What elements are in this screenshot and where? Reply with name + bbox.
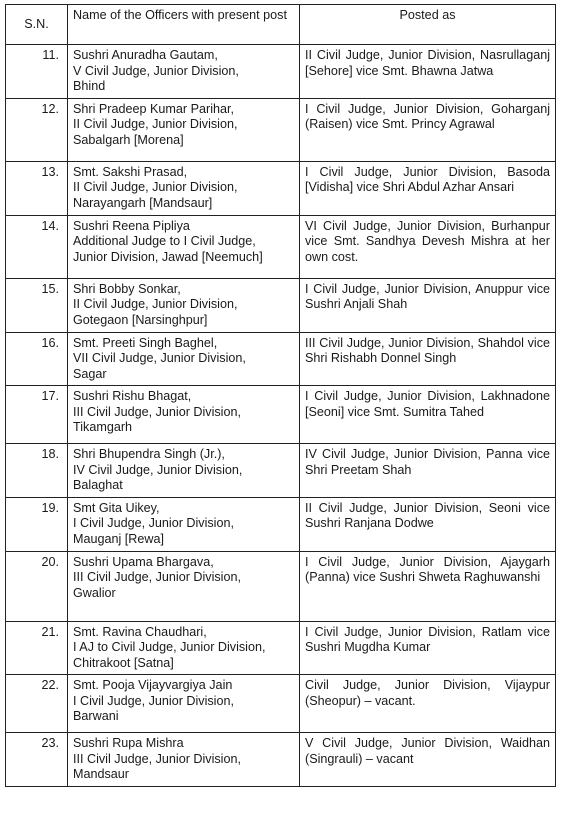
officer-line: Smt. Sakshi Prasad, (73, 164, 188, 179)
row-posted-as: V Civil Judge, Junior Division, Waidhan (Singrauli) – vacant (300, 733, 556, 787)
officer-line: Smt. Pooja Vijayvargiya Jain (73, 678, 233, 692)
row-sn: 18. (6, 444, 68, 498)
table-header-row (6, 5, 556, 45)
row-sn: 12. (6, 98, 68, 161)
officer-line: Sushri Reena Pipliya (73, 218, 190, 233)
row-officer (68, 278, 300, 332)
officer-line: Shri Pradeep Kumar Parihar, (73, 101, 235, 116)
header-posted: Posted as (300, 5, 556, 45)
table-row (6, 497, 556, 551)
row-posted-as: I Civil Judge, Junior Division, Ratlam vice Sushri Mugdha Kumar (300, 621, 556, 675)
row-posted-as: VI Civil Judge, Junior Division, Burhanpur vice Smt. Sandhya Devesh Mishra at her own cost. (300, 215, 556, 278)
officer-line: Sushri Rishu Bhagat, (73, 389, 192, 403)
row-posted-as: III Civil Judge, Junior Division, Shahdol vice Shri Rishabh Donnel Singh (300, 332, 556, 386)
row-officer (68, 98, 300, 161)
row-posted-as: II Civil Judge, Junior Division, Nasrullaganj [Sehore] vice Smt. Bhawna Jatwa (300, 45, 556, 99)
officer-line: II Civil Judge, Junior Division, (73, 297, 238, 311)
table-row (6, 98, 556, 161)
row-sn: 19. (6, 497, 68, 551)
officer-line: V Civil Judge, Junior Division, (73, 63, 239, 78)
row-sn: 22. (6, 675, 68, 733)
header-sn: S.N. (6, 5, 68, 45)
header-name: Name of the Officers with present post (68, 5, 300, 45)
officer-line: Sushri Anuradha Gautam, (73, 48, 218, 62)
table-row (6, 386, 556, 444)
row-sn: 20. (6, 551, 68, 621)
row-posted-as: I Civil Judge, Junior Division, Goharganj (Raisen) vice Smt. Princy Agrawal (300, 98, 556, 161)
officer-line: I AJ to Civil Judge, Junior Division, (73, 640, 266, 654)
officer-line: Narayangarh [Mandsaur] (73, 195, 213, 210)
table-row (6, 278, 556, 332)
table-row (6, 551, 556, 621)
officer-line: II Civil Judge, Junior Division, (73, 180, 238, 194)
officer-line: I Civil Judge, Junior Division, (73, 693, 234, 708)
row-sn: 23. (6, 733, 68, 787)
row-posted-as: Civil Judge, Junior Division, Vijaypur (Sheopur) – vacant. (300, 675, 556, 733)
officer-line: Gwalior (73, 585, 116, 600)
table-row (6, 444, 556, 498)
officer-line: Smt Gita Uikey, (73, 500, 160, 515)
row-officer (68, 733, 300, 787)
officer-line: Sushri Upama Bhargava, (73, 554, 214, 569)
officer-line: III Civil Judge, Junior Division, (73, 404, 241, 419)
table-body (6, 45, 556, 787)
row-officer (68, 332, 300, 386)
row-officer (68, 161, 300, 215)
officer-line: Sagar (73, 366, 107, 381)
officer-line: Additional Judge to I Civil Judge, (73, 234, 256, 248)
officer-line: Sushri Rupa Mishra (73, 736, 184, 750)
table-row (6, 675, 556, 733)
row-sn: 15. (6, 278, 68, 332)
postings-table (5, 4, 556, 787)
officer-line: Shri Bhupendra Singh (Jr.), (73, 447, 225, 461)
table-row (6, 621, 556, 675)
table-row (6, 332, 556, 386)
officer-line: Mauganj [Rewa] (73, 531, 165, 546)
officer-line: Gotegaon [Narsinghpur] (73, 312, 208, 327)
row-posted-as: I Civil Judge, Junior Division, Lakhnadone [Seoni] vice Smt. Sumitra Tahed (300, 386, 556, 444)
officer-line: Chitrakoot [Satna] (73, 655, 174, 670)
table-row (6, 45, 556, 99)
officer-line: III Civil Judge, Junior Division, (73, 570, 241, 584)
row-sn: 13. (6, 161, 68, 215)
row-officer (68, 551, 300, 621)
officer-line: Bhind (73, 79, 106, 93)
row-sn: 21. (6, 621, 68, 675)
officer-line: Barwani (73, 709, 119, 723)
officer-line: IV Civil Judge, Junior Division, (73, 462, 243, 477)
row-officer (68, 45, 300, 99)
officer-line: Smt. Preeti Singh Baghel, (73, 335, 218, 350)
officer-line: Tikamgarh (73, 420, 133, 434)
officer-line: Balaghat (73, 478, 123, 492)
officer-line: Junior Division, Jawad [Neemuch] (73, 249, 263, 264)
document-page (5, 4, 555, 787)
row-officer (68, 215, 300, 278)
row-officer (68, 497, 300, 551)
row-sn: 11. (6, 45, 68, 99)
row-sn: 14. (6, 215, 68, 278)
row-posted-as: I Civil Judge, Junior Division, Ajaygarh (Panna) vice Sushri Shweta Raghuwanshi (300, 551, 556, 621)
row-posted-as: I Civil Judge, Junior Division, Anuppur vice Sushri Anjali Shah (300, 278, 556, 332)
officer-line: I Civil Judge, Junior Division, (73, 516, 234, 530)
table-row (6, 215, 556, 278)
row-officer (68, 675, 300, 733)
officer-line: VII Civil Judge, Junior Division, (73, 351, 246, 365)
table-row (6, 161, 556, 215)
row-posted-as: IV Civil Judge, Junior Division, Panna vice Shri Preetam Shah (300, 444, 556, 498)
row-posted-as: I Civil Judge, Junior Division, Basoda [Vidisha] vice Shri Abdul Azhar Ansari (300, 161, 556, 215)
officer-line: Smt. Ravina Chaudhari, (73, 624, 207, 639)
row-sn: 17. (6, 386, 68, 444)
row-officer (68, 386, 300, 444)
row-sn: 16. (6, 332, 68, 386)
officer-line: Shri Bobby Sonkar, (73, 281, 181, 296)
officer-line: II Civil Judge, Junior Division, (73, 117, 238, 131)
row-posted-as: II Civil Judge, Junior Division, Seoni vice Sushri Ranjana Dodwe (300, 497, 556, 551)
officer-line: Sabalgarh [Morena] (73, 132, 184, 147)
row-officer (68, 444, 300, 498)
table-row (6, 733, 556, 787)
officer-line: Mandsaur (73, 767, 130, 781)
row-officer (68, 621, 300, 675)
officer-line: III Civil Judge, Junior Division, (73, 751, 241, 766)
